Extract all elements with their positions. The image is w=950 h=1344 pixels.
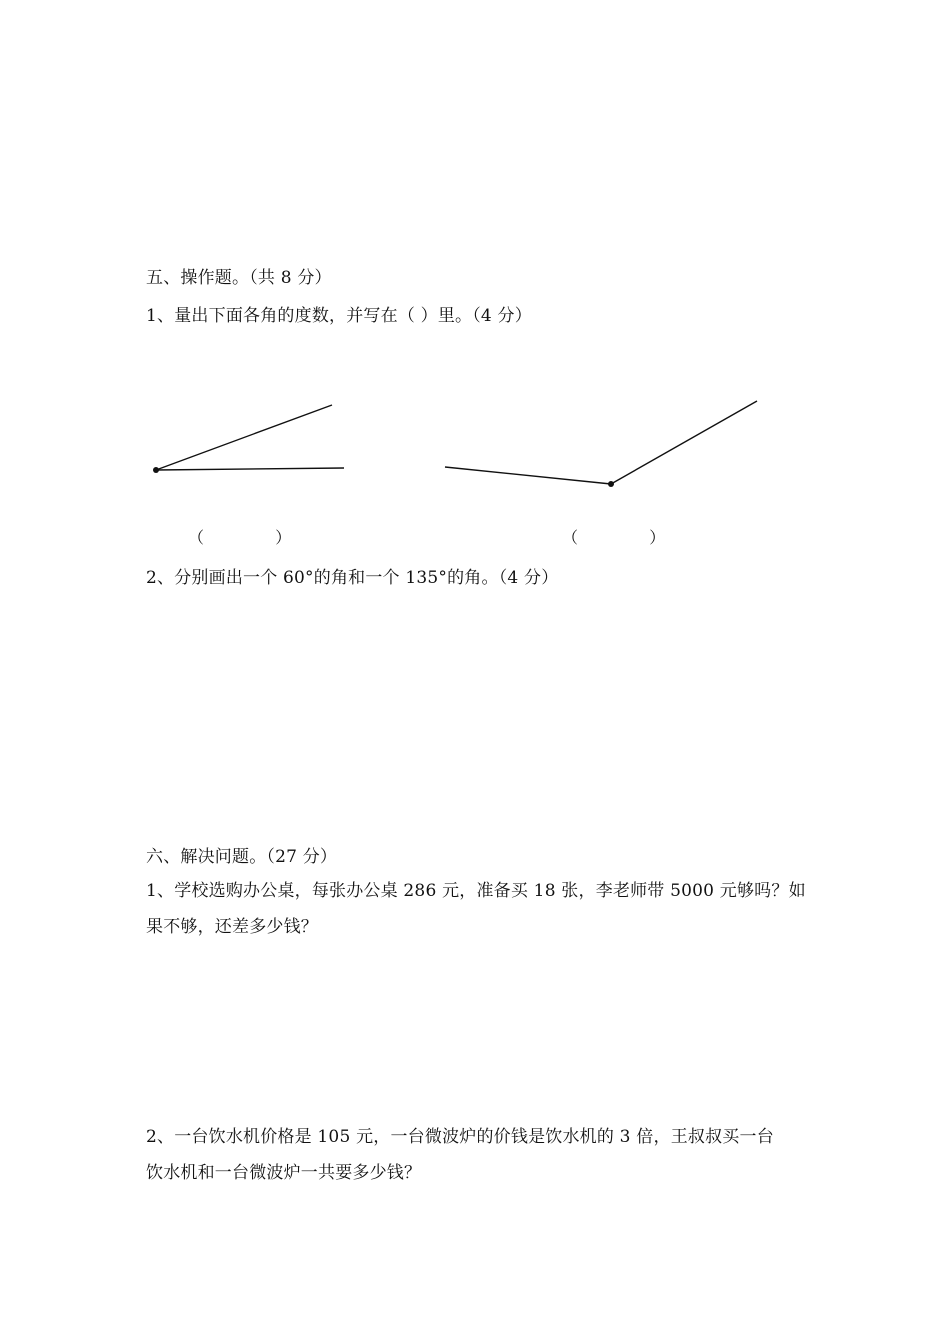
angle-figures [0, 0, 950, 560]
problem-one-line-one: 1、学校选购办公桌，每张办公桌 286 元，准备买 18 张，李老师带 5000 元够吗？如 [146, 881, 806, 901]
answer-blank-right: （ ） [562, 528, 666, 547]
problem-two-line-two: 饮水机和一台微波炉一共要多少钱？ [146, 1163, 422, 1183]
angle-left-ray-upper [156, 405, 332, 470]
problem-one-line-two: 果不够，还差多少钱？ [146, 917, 318, 937]
angle-left-vertex [153, 467, 159, 473]
problem-two-line-one: 2、一台饮水机价格是 105 元，一台微波炉的价钱是饮水机的 3 倍，王叔叔买一台 [146, 1127, 774, 1147]
answer-blank-left: （ ） [188, 528, 292, 547]
question-measure-angles: 1、量出下面各角的度数，并写在（ ）里。（4 分） [146, 306, 532, 326]
angle-left [153, 405, 344, 473]
angle-left-ray-lower [156, 468, 344, 470]
section-six-heading: 六、解决问题。（27 分） [146, 847, 338, 867]
question-draw-angles: 2、分别画出一个 60°的角和一个 135°的角。（4 分） [146, 568, 559, 588]
angle-right-vertex [608, 481, 614, 487]
angle-right-ray-right [611, 401, 757, 484]
angle-right-ray-left [445, 467, 611, 484]
section-five-heading: 五、操作题。（共 8 分） [146, 268, 332, 288]
angle-right [445, 401, 757, 487]
